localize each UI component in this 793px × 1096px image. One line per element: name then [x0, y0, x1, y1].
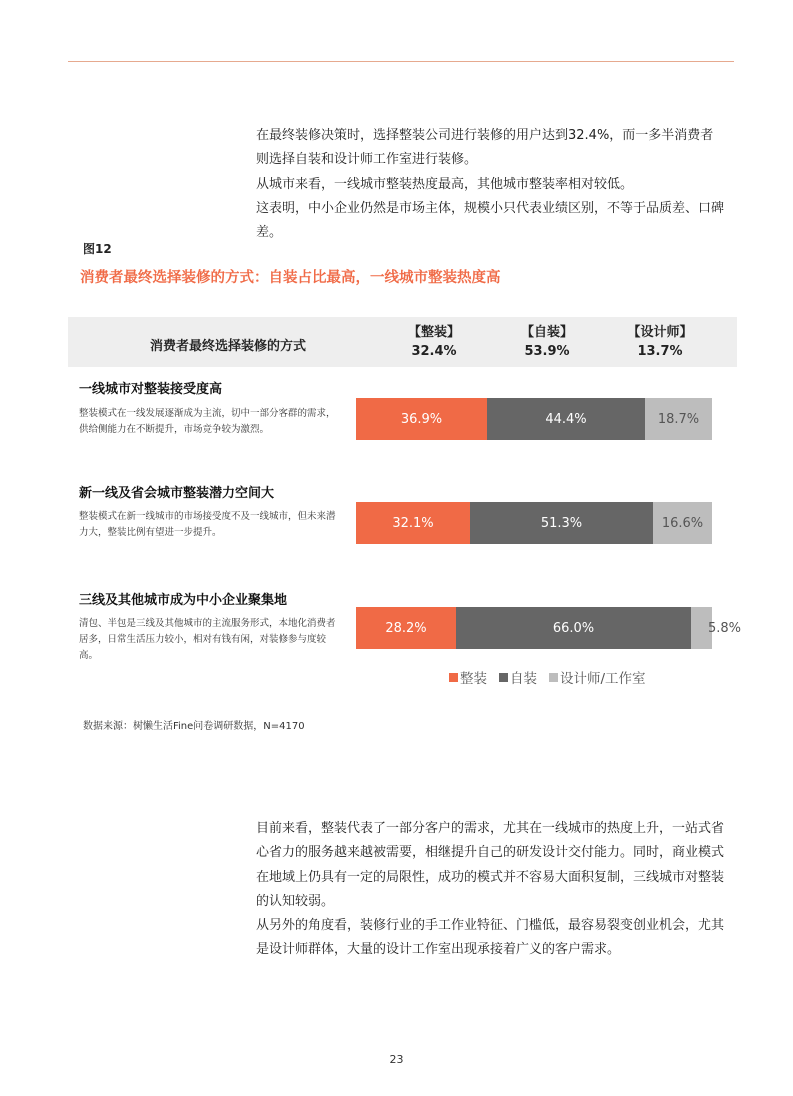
data-label-zizhuang: 44.4%: [545, 411, 587, 427]
intro-paragraph-1: 在最终装修决策时，选择整装公司进行装修的用户达到32.4%，而一多半消费者则选择自装和设计师工作室进行装修。: [256, 128, 714, 168]
tier1-description: 整装模式在一线发展逐渐成为主流，切中一部分客群的需求，供给侧能力在不断提升，市场竞争较为激烈。: [79, 408, 336, 435]
legend-designer: [549, 667, 646, 687]
data-label-zizhuang: 51.3%: [540, 515, 583, 531]
data-label-designer: 5.8%: [708, 620, 742, 636]
legend-label-zhengzhuang: 整装: [460, 671, 487, 687]
data-source: 数据来源：树懒生活Fine问卷调研数据，N=4170: [83, 721, 305, 732]
bar-segment-designer: [645, 398, 712, 440]
data-label-zizhuang: 66.0%: [552, 620, 595, 636]
overall-designer: [615, 323, 705, 361]
chart-header-label: 消费者最终选择装修的方式: [150, 339, 307, 354]
overall-designer-value: 13.7%: [637, 344, 683, 359]
bar-segment-zhengzhuang: [356, 502, 470, 544]
legend-swatch-zizhuang: [499, 673, 508, 682]
bar-segment-designer: [691, 607, 742, 649]
bar-segment-zizhuang: [470, 502, 653, 544]
intro-paragraph-2: 从城市来看，一线城市整装热度最高，其他城市整装率相对较低。: [256, 176, 634, 192]
overall-zhengzhuang: [389, 323, 479, 361]
data-label-zhengzhuang: 32.1%: [392, 515, 434, 531]
legend-swatch-designer: [549, 673, 558, 682]
bar-segment-zhengzhuang: [356, 607, 456, 649]
data-label-zhengzhuang: 28.2%: [385, 620, 427, 636]
tier3-description: 清包、半包是三线及其他城市的主流服务形式，本地化消费者居多，日常生活压力较小，相对有钱有闲，对装修参与度较高。: [79, 618, 336, 661]
data-label-zhengzhuang: 36.9%: [400, 411, 443, 427]
new-tier1-title: 新一线及省会城市整装潜力空间大: [79, 486, 275, 501]
data-label-designer: 18.7%: [657, 411, 700, 427]
new-tier1-bar: [356, 502, 712, 544]
bar-segment-designer: [653, 502, 712, 544]
new-tier1-description: 整装模式在新一线城市的市场接受度不及一线城市，但未来潜力大，整装比例有望进一步提升。: [79, 511, 336, 538]
chart-legend: [449, 667, 646, 687]
top-divider: [68, 61, 734, 62]
legend-zhengzhuang: [449, 667, 487, 687]
overall-zizhuang-name: 【自装】: [520, 325, 573, 340]
outro-text: [256, 817, 726, 963]
outro-paragraph-1: 目前来看，整装代表了一部分客户的需求，尤其在一线城市的热度上升，一站式省心省力的服务越来越被需要，相继提升自己的研发设计交付能力。同时，商业模式在地域上仍具有一定的局限性，成功的模式并不容易大面积复制，三线城市对整装的认知较弱。: [256, 821, 725, 909]
page-number: 23: [389, 1053, 404, 1066]
figure-label: 图12: [83, 242, 112, 256]
bar-segment-zizhuang: [456, 607, 691, 649]
overall-zhengzhuang-name: 【整装】: [407, 325, 460, 340]
overall-zizhuang-value: 53.9%: [524, 344, 570, 359]
tier1-title: 一线城市对整装接受度高: [79, 382, 223, 397]
data-label-designer: 16.6%: [661, 515, 704, 531]
legend-label-designer: 设计师/工作室: [560, 671, 646, 687]
bar-segment-zizhuang: [487, 398, 645, 440]
legend-swatch-zhengzhuang: [449, 673, 458, 682]
overall-zizhuang: [502, 323, 592, 361]
intro-text: [256, 124, 726, 245]
bar-segment-zhengzhuang: [356, 398, 487, 440]
outro-paragraph-2: 从另外的角度看，装修行业的手工作业特征、门槛低，最容易裂变创业机会，尤其是设计师群体，大量的设计工作室出现承接着广义的客户需求。: [256, 918, 725, 958]
tier3-bar: [356, 607, 742, 649]
overall-zhengzhuang-value: 32.4%: [411, 344, 457, 359]
legend-label-zizhuang: 自装: [510, 671, 537, 687]
legend-zizhuang: [499, 667, 537, 687]
tier3-title: 三线及其他城市成为中小企业聚集地: [79, 593, 288, 608]
overall-designer-name: 【设计师】: [627, 325, 693, 340]
intro-paragraph-3: 这表明，中小企业仍然是市场主体，规模小只代表业绩区别，不等于品质差、口碑差。: [256, 200, 725, 241]
figure-title: 消费者最终选择装修的方式：自装占比最高，一线城市整装热度高: [80, 270, 501, 286]
tier1-bar: [356, 398, 712, 440]
